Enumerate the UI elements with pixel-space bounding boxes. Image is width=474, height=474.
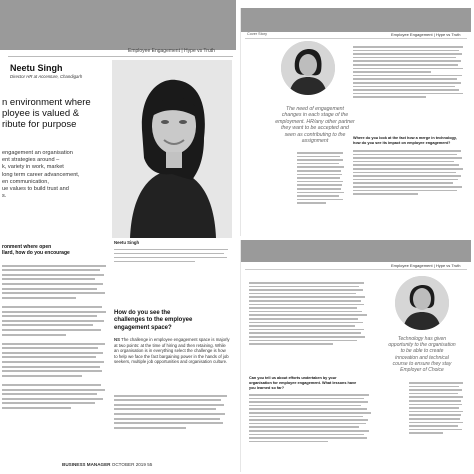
footer-page: 55 <box>147 462 153 467</box>
top-gray-bar <box>241 8 471 32</box>
qa-question-line: engagement space? <box>114 324 172 331</box>
qa-question-line: How do you see the <box>114 310 171 316</box>
qa-answer-label: NS <box>114 337 120 342</box>
intro-text <box>2 150 110 200</box>
subhead-line: ronment where open <box>2 244 52 250</box>
question-heading <box>353 136 467 146</box>
subhead-line: llard, how do you encourage <box>2 250 70 257</box>
top-gray-bar <box>0 0 236 50</box>
body-column-a <box>249 392 373 444</box>
pull-quote <box>379 336 465 373</box>
header-left: Cover Story <box>247 32 268 36</box>
intro-line: ue values to build trust and <box>2 186 69 193</box>
author-name: Neetu Singh <box>10 63 63 73</box>
footer-brand: BUSINESS MANAGER <box>62 462 111 467</box>
photo-caption-text <box>114 246 230 265</box>
intro-line: long term career advancement, <box>2 171 80 178</box>
portrait-illustration <box>112 60 232 238</box>
interviewee-photo <box>395 276 449 330</box>
body-column-right <box>114 392 230 431</box>
body-column-c <box>353 148 465 197</box>
portrait-illustration <box>281 41 335 95</box>
body-column-b <box>409 380 465 436</box>
pull-quote-line: assignment <box>301 138 329 145</box>
body-column-left <box>2 262 108 412</box>
intro-line: k, variety in work, market <box>2 164 64 171</box>
question-line: Where do you look at the fact how a merge in technology, <box>353 136 457 140</box>
pull-quote-line: changes in each stage of the <box>281 112 349 119</box>
subhead <box>2 244 110 257</box>
qa-answer-text: The challenge in employee engagement space is majorly at two points: at the time of hiring and then retaining. While an organisation is in everything select the challenge is how to help we face the fact bargaining power in the hands of job seekers, multiple job opportunities and organisation culture. <box>114 337 230 365</box>
question-line: how do you see its impact on employee engagement? <box>353 140 451 145</box>
magazine-page-top-right <box>240 8 471 236</box>
qa-question-line: challenges to the employee <box>114 317 193 324</box>
question-line: organisation for employee engagement. What lessons have <box>249 380 357 385</box>
body-column-a <box>297 150 345 206</box>
pull-quote-line: to be able to create <box>400 348 444 355</box>
intro-line: en communication, <box>2 178 49 185</box>
intro-line: s. <box>2 193 7 200</box>
pull-quote-line: seen as contributing to the <box>284 131 346 138</box>
pull-quote-line: Employer of Choice <box>400 367 444 374</box>
section-tag: Employee Engagement | Hype vs Truth <box>391 263 461 268</box>
section-tag: Employee Engagement | Hype vs Truth <box>128 48 215 54</box>
pull-quote <box>267 106 363 144</box>
photo-caption: Neetu Singh <box>114 240 140 245</box>
question-heading <box>249 376 373 390</box>
pull-quote-line: innovation and technical <box>395 354 449 361</box>
pull-quote-line: course to ensure they stay <box>392 360 452 367</box>
top-gray-bar <box>241 240 471 262</box>
intro-line: engagement an organisation <box>2 150 73 156</box>
body-column-b <box>353 44 465 100</box>
intro-line: ent strategies around – <box>2 157 60 164</box>
footer-issue: OCTOBER 2019 <box>111 462 146 467</box>
headline-line: ployee is valued & <box>2 108 80 119</box>
section-rule <box>245 269 467 270</box>
interviewee-photo <box>281 41 335 95</box>
headline-line: ribute for purpose <box>2 119 77 130</box>
portrait-illustration <box>395 276 449 330</box>
pull-quote-line: they want to be accepted and <box>281 125 349 132</box>
question-line: Can you tell us about efforts undertaken by your <box>249 376 337 380</box>
qa-answer <box>114 337 230 365</box>
page-footer <box>62 462 152 467</box>
headline-line: n environment where <box>2 97 91 108</box>
magazine-page-bottom-right <box>240 240 471 472</box>
pull-quote-line: employment. HR/any other partner <box>275 118 355 125</box>
qa-question <box>114 310 230 332</box>
bullet-list <box>249 280 369 347</box>
section-rule <box>245 38 467 39</box>
author-photo <box>112 60 232 238</box>
pull-quote-line: opportunity to the organisation <box>388 342 456 349</box>
section-rule <box>8 56 233 57</box>
magazine-page-left <box>0 0 236 474</box>
pull-quote-line: Technology has given <box>397 336 447 342</box>
question-line: you learned so far? <box>249 385 285 390</box>
headline <box>2 97 112 130</box>
section-tag: Employee Engagement | Hype vs Truth <box>391 32 461 37</box>
pull-quote-line: The need of engagement <box>286 106 344 112</box>
author-role: Director HR at Accenture, Chandigarh <box>10 74 83 79</box>
